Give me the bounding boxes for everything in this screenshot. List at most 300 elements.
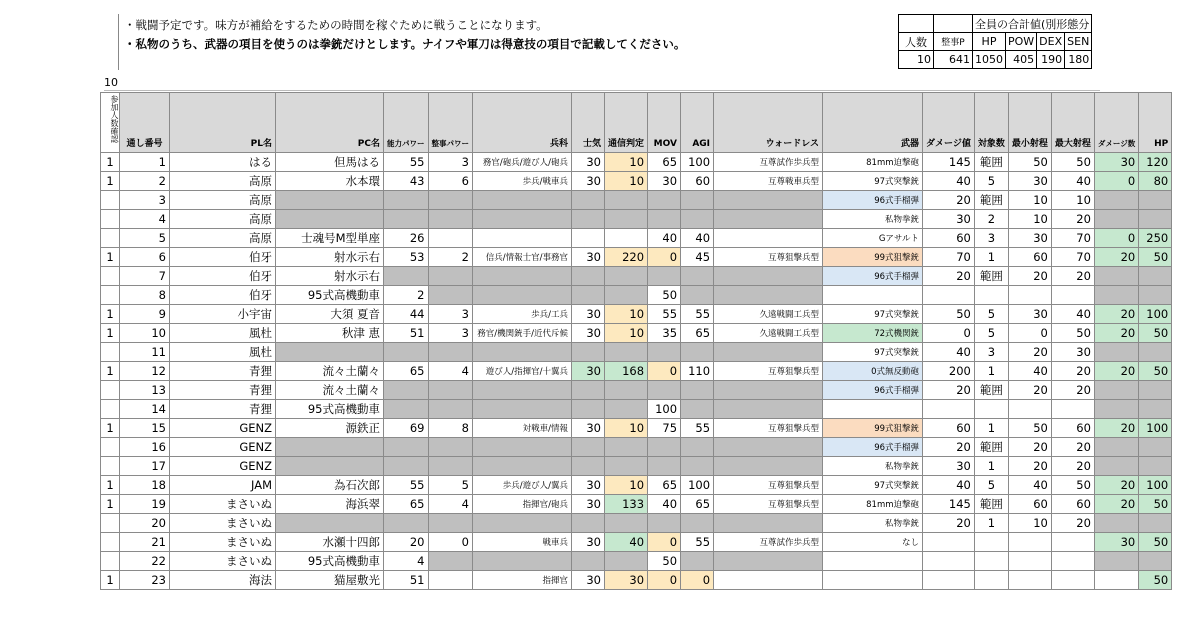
- cell-dm[interactable]: 20: [1094, 324, 1138, 343]
- cell-weapon[interactable]: 97式突撃銃: [823, 305, 923, 324]
- cell-agi[interactable]: 65: [681, 324, 714, 343]
- cell-agi[interactable]: [681, 191, 714, 210]
- cell-weapon[interactable]: 99式狙撃銃: [823, 248, 923, 267]
- cell-dmg[interactable]: 20: [923, 191, 975, 210]
- cell-p2[interactable]: [428, 229, 473, 248]
- cell-agi[interactable]: 55: [681, 419, 714, 438]
- cell-weapon[interactable]: [823, 286, 923, 305]
- cell-hp[interactable]: 50: [1139, 495, 1172, 514]
- cell-min[interactable]: 0: [1008, 324, 1051, 343]
- cell-hp[interactable]: 250: [1139, 229, 1172, 248]
- cell-dmg[interactable]: [923, 400, 975, 419]
- cell-p2[interactable]: [428, 267, 473, 286]
- cell-p1[interactable]: 2: [384, 286, 429, 305]
- header-pl[interactable]: PL名: [170, 93, 276, 153]
- cell-dm[interactable]: [1094, 191, 1138, 210]
- cell-pl[interactable]: はる: [170, 153, 276, 172]
- cell-agi[interactable]: [681, 343, 714, 362]
- cell-pc[interactable]: [276, 438, 384, 457]
- cell-eff[interactable]: [605, 457, 648, 476]
- header-participant-check[interactable]: 参加人数確認: [101, 93, 120, 153]
- cell-tg[interactable]: 5: [974, 305, 1008, 324]
- summary-value-1[interactable]: 641: [934, 51, 973, 69]
- cell-agi[interactable]: [681, 400, 714, 419]
- header-job[interactable]: 兵科: [473, 93, 572, 153]
- cell-tg[interactable]: 範囲: [974, 381, 1008, 400]
- cell-min[interactable]: 10: [1008, 514, 1051, 533]
- cell-hp[interactable]: [1139, 343, 1172, 362]
- cell-mov[interactable]: [648, 343, 681, 362]
- cell-p1[interactable]: [384, 438, 429, 457]
- cell-weapon[interactable]: 96式手榴弾: [823, 381, 923, 400]
- cell-wd[interactable]: 互尊狙撃兵型: [714, 248, 823, 267]
- cell-morale[interactable]: [572, 343, 605, 362]
- cell-weapon[interactable]: 0式無反動砲: [823, 362, 923, 381]
- cell-pl[interactable]: 青狸: [170, 400, 276, 419]
- cell-mov[interactable]: [648, 267, 681, 286]
- cell-weapon[interactable]: Gアサルト: [823, 229, 923, 248]
- cell-dm[interactable]: [1094, 343, 1138, 362]
- cell-dmg[interactable]: 200: [923, 362, 975, 381]
- cell-dmg[interactable]: [923, 533, 975, 552]
- cell-eff[interactable]: [605, 400, 648, 419]
- cell-p2[interactable]: 0: [428, 533, 473, 552]
- cell-dmg[interactable]: 40: [923, 343, 975, 362]
- cell-min[interactable]: 10: [1008, 191, 1051, 210]
- cell-pc[interactable]: 海浜翠: [276, 495, 384, 514]
- cell-pc[interactable]: [276, 514, 384, 533]
- cell-chk[interactable]: 1: [101, 476, 120, 495]
- cell-pl[interactable]: GENZ: [170, 438, 276, 457]
- cell-max[interactable]: 70: [1051, 229, 1094, 248]
- cell-tg[interactable]: 3: [974, 229, 1008, 248]
- cell-eff[interactable]: [605, 381, 648, 400]
- cell-agi[interactable]: 65: [681, 495, 714, 514]
- cell-chk[interactable]: [101, 267, 120, 286]
- cell-max[interactable]: 50: [1051, 153, 1094, 172]
- cell-weapon[interactable]: 96式手榴弾: [823, 438, 923, 457]
- cell-chk[interactable]: [101, 514, 120, 533]
- cell-weapon[interactable]: 私物拳銃: [823, 514, 923, 533]
- cell-tg[interactable]: [974, 552, 1008, 571]
- cell-pl[interactable]: 海法: [170, 571, 276, 590]
- cell-pc[interactable]: 為石次郎: [276, 476, 384, 495]
- cell-dm[interactable]: 20: [1094, 362, 1138, 381]
- cell-p1[interactable]: 44: [384, 305, 429, 324]
- cell-wd[interactable]: [714, 286, 823, 305]
- cell-hp[interactable]: [1139, 457, 1172, 476]
- summary-value-0[interactable]: 10: [899, 51, 934, 69]
- cell-dmg[interactable]: 20: [923, 438, 975, 457]
- cell-min[interactable]: 20: [1008, 343, 1051, 362]
- cell-no[interactable]: 7: [120, 267, 170, 286]
- cell-hp[interactable]: 50: [1139, 248, 1172, 267]
- cell-mov[interactable]: 0: [648, 571, 681, 590]
- cell-pl[interactable]: まさいぬ: [170, 514, 276, 533]
- cell-agi[interactable]: 40: [681, 229, 714, 248]
- cell-no[interactable]: 10: [120, 324, 170, 343]
- cell-wd[interactable]: [714, 210, 823, 229]
- cell-morale[interactable]: 30: [572, 571, 605, 590]
- participant-count[interactable]: 10: [104, 76, 118, 89]
- cell-weapon[interactable]: 81mm迫撃砲: [823, 495, 923, 514]
- cell-morale[interactable]: 30: [572, 362, 605, 381]
- header-agi[interactable]: AGI: [681, 93, 714, 153]
- cell-pc[interactable]: 大須 夏音: [276, 305, 384, 324]
- cell-p1[interactable]: [384, 343, 429, 362]
- cell-tg[interactable]: 範囲: [974, 153, 1008, 172]
- cell-chk[interactable]: 1: [101, 305, 120, 324]
- cell-eff[interactable]: 168: [605, 362, 648, 381]
- cell-max[interactable]: 40: [1051, 172, 1094, 191]
- cell-wd[interactable]: [714, 438, 823, 457]
- cell-p2[interactable]: 3: [428, 153, 473, 172]
- cell-chk[interactable]: [101, 457, 120, 476]
- cell-p2[interactable]: 2: [428, 248, 473, 267]
- cell-max[interactable]: 20: [1051, 381, 1094, 400]
- cell-no[interactable]: 21: [120, 533, 170, 552]
- cell-eff[interactable]: 10: [605, 305, 648, 324]
- cell-weapon[interactable]: 私物拳銃: [823, 457, 923, 476]
- cell-morale[interactable]: 30: [572, 419, 605, 438]
- cell-tg[interactable]: 範囲: [974, 267, 1008, 286]
- cell-wd[interactable]: [714, 400, 823, 419]
- cell-p1[interactable]: 55: [384, 153, 429, 172]
- cell-chk[interactable]: 1: [101, 495, 120, 514]
- cell-morale[interactable]: [572, 400, 605, 419]
- cell-pl[interactable]: 風杜: [170, 324, 276, 343]
- cell-eff[interactable]: 10: [605, 419, 648, 438]
- cell-hp[interactable]: 50: [1139, 362, 1172, 381]
- cell-pc[interactable]: [276, 457, 384, 476]
- cell-p1[interactable]: 69: [384, 419, 429, 438]
- cell-hp[interactable]: 100: [1139, 476, 1172, 495]
- cell-pl[interactable]: 高原: [170, 172, 276, 191]
- cell-hp[interactable]: 50: [1139, 324, 1172, 343]
- cell-job[interactable]: [473, 381, 572, 400]
- cell-eff[interactable]: [605, 552, 648, 571]
- cell-dm[interactable]: 0: [1094, 229, 1138, 248]
- cell-pc[interactable]: [276, 191, 384, 210]
- cell-p2[interactable]: 8: [428, 419, 473, 438]
- cell-pc[interactable]: [276, 210, 384, 229]
- cell-weapon[interactable]: 96式手榴弾: [823, 191, 923, 210]
- summary-value-4[interactable]: 190: [1037, 51, 1065, 69]
- cell-job[interactable]: 対戦車/情報: [473, 419, 572, 438]
- cell-weapon[interactable]: 96式手榴弾: [823, 267, 923, 286]
- cell-mov[interactable]: 40: [648, 229, 681, 248]
- cell-weapon[interactable]: 97式突撃銃: [823, 172, 923, 191]
- cell-dmg[interactable]: 40: [923, 476, 975, 495]
- cell-wd[interactable]: [714, 267, 823, 286]
- cell-dmg[interactable]: 30: [923, 457, 975, 476]
- cell-mov[interactable]: 35: [648, 324, 681, 343]
- cell-dmg[interactable]: 0: [923, 324, 975, 343]
- cell-job[interactable]: [473, 514, 572, 533]
- cell-p2[interactable]: 3: [428, 324, 473, 343]
- cell-pl[interactable]: 伯牙: [170, 267, 276, 286]
- cell-pc[interactable]: 士魂号M型単座: [276, 229, 384, 248]
- cell-p1[interactable]: [384, 191, 429, 210]
- cell-no[interactable]: 11: [120, 343, 170, 362]
- cell-hp[interactable]: 80: [1139, 172, 1172, 191]
- cell-p2[interactable]: 4: [428, 362, 473, 381]
- summary-header-3[interactable]: POW: [1006, 33, 1037, 51]
- cell-no[interactable]: 17: [120, 457, 170, 476]
- cell-max[interactable]: 20: [1051, 362, 1094, 381]
- cell-min[interactable]: [1008, 533, 1051, 552]
- cell-min[interactable]: 30: [1008, 305, 1051, 324]
- cell-max[interactable]: 60: [1051, 419, 1094, 438]
- cell-morale[interactable]: [572, 229, 605, 248]
- cell-dm[interactable]: 30: [1094, 153, 1138, 172]
- cell-pl[interactable]: 高原: [170, 210, 276, 229]
- cell-dmg[interactable]: 20: [923, 514, 975, 533]
- cell-eff[interactable]: 10: [605, 172, 648, 191]
- cell-tg[interactable]: 1: [974, 457, 1008, 476]
- cell-p2[interactable]: 6: [428, 172, 473, 191]
- cell-eff[interactable]: 30: [605, 571, 648, 590]
- cell-eff[interactable]: 10: [605, 324, 648, 343]
- header-weapon[interactable]: 武器: [823, 93, 923, 153]
- cell-mov[interactable]: [648, 457, 681, 476]
- cell-min[interactable]: 50: [1008, 153, 1051, 172]
- cell-p2[interactable]: [428, 191, 473, 210]
- cell-p1[interactable]: 65: [384, 362, 429, 381]
- cell-chk[interactable]: 1: [101, 172, 120, 191]
- cell-min[interactable]: 60: [1008, 495, 1051, 514]
- cell-dmg[interactable]: 20: [923, 381, 975, 400]
- summary-header-5[interactable]: SEN: [1065, 33, 1092, 51]
- cell-dmg[interactable]: [923, 286, 975, 305]
- cell-pl[interactable]: まさいぬ: [170, 495, 276, 514]
- cell-dm[interactable]: [1094, 514, 1138, 533]
- cell-chk[interactable]: 1: [101, 324, 120, 343]
- cell-job[interactable]: [473, 400, 572, 419]
- cell-min[interactable]: 20: [1008, 267, 1051, 286]
- cell-p1[interactable]: 43: [384, 172, 429, 191]
- cell-weapon[interactable]: [823, 552, 923, 571]
- header-min-range[interactable]: 最小射程: [1008, 93, 1051, 153]
- cell-chk[interactable]: [101, 400, 120, 419]
- cell-p1[interactable]: [384, 267, 429, 286]
- cell-wd[interactable]: [714, 343, 823, 362]
- cell-dm[interactable]: [1094, 267, 1138, 286]
- cell-mov[interactable]: 65: [648, 476, 681, 495]
- summary-value-2[interactable]: 1050: [973, 51, 1006, 69]
- cell-job[interactable]: 戦車兵: [473, 533, 572, 552]
- cell-no[interactable]: 15: [120, 419, 170, 438]
- cell-hp[interactable]: 100: [1139, 305, 1172, 324]
- cell-chk[interactable]: [101, 229, 120, 248]
- cell-pl[interactable]: 高原: [170, 229, 276, 248]
- cell-dm[interactable]: [1094, 552, 1138, 571]
- cell-pl[interactable]: 青狸: [170, 362, 276, 381]
- cell-job[interactable]: [473, 229, 572, 248]
- cell-tg[interactable]: 範囲: [974, 438, 1008, 457]
- cell-min[interactable]: 20: [1008, 457, 1051, 476]
- cell-p2[interactable]: [428, 343, 473, 362]
- cell-p2[interactable]: [428, 514, 473, 533]
- cell-wd[interactable]: [714, 571, 823, 590]
- cell-job[interactable]: [473, 210, 572, 229]
- cell-max[interactable]: 30: [1051, 343, 1094, 362]
- cell-eff[interactable]: [605, 343, 648, 362]
- cell-max[interactable]: 20: [1051, 267, 1094, 286]
- cell-dm[interactable]: 20: [1094, 419, 1138, 438]
- cell-chk[interactable]: 1: [101, 153, 120, 172]
- header-morale[interactable]: 士気: [572, 93, 605, 153]
- cell-pc[interactable]: 流々土蘭々: [276, 362, 384, 381]
- cell-no[interactable]: 2: [120, 172, 170, 191]
- cell-wd[interactable]: 互尊試作歩兵型: [714, 533, 823, 552]
- cell-agi[interactable]: 110: [681, 362, 714, 381]
- cell-hp[interactable]: 120: [1139, 153, 1172, 172]
- cell-p1[interactable]: 20: [384, 533, 429, 552]
- cell-pl[interactable]: 伯牙: [170, 286, 276, 305]
- cell-chk[interactable]: [101, 191, 120, 210]
- cell-job[interactable]: 務官/機関銃手/近代斥候: [473, 324, 572, 343]
- cell-pc[interactable]: 95式高機動車: [276, 400, 384, 419]
- cell-p2[interactable]: [428, 457, 473, 476]
- cell-mov[interactable]: 0: [648, 533, 681, 552]
- cell-wd[interactable]: 久遠戦闘工兵型: [714, 324, 823, 343]
- cell-p2[interactable]: 5: [428, 476, 473, 495]
- cell-agi[interactable]: [681, 457, 714, 476]
- header-targets[interactable]: 対象数: [974, 93, 1008, 153]
- cell-max[interactable]: 50: [1051, 476, 1094, 495]
- cell-agi[interactable]: [681, 267, 714, 286]
- cell-morale[interactable]: [572, 286, 605, 305]
- cell-tg[interactable]: 3: [974, 343, 1008, 362]
- cell-hp[interactable]: [1139, 514, 1172, 533]
- cell-mov[interactable]: [648, 210, 681, 229]
- cell-no[interactable]: 20: [120, 514, 170, 533]
- cell-tg[interactable]: 5: [974, 476, 1008, 495]
- cell-dmg[interactable]: 145: [923, 153, 975, 172]
- cell-eff[interactable]: 10: [605, 153, 648, 172]
- cell-job[interactable]: [473, 343, 572, 362]
- cell-weapon[interactable]: なし: [823, 533, 923, 552]
- cell-wd[interactable]: [714, 552, 823, 571]
- cell-hp[interactable]: [1139, 210, 1172, 229]
- cell-dmg[interactable]: 40: [923, 172, 975, 191]
- cell-weapon[interactable]: [823, 571, 923, 590]
- cell-eff[interactable]: [605, 514, 648, 533]
- cell-chk[interactable]: [101, 552, 120, 571]
- cell-hp[interactable]: [1139, 438, 1172, 457]
- cell-tg[interactable]: 1: [974, 362, 1008, 381]
- cell-dmg[interactable]: 145: [923, 495, 975, 514]
- cell-morale[interactable]: 30: [572, 248, 605, 267]
- cell-job[interactable]: [473, 438, 572, 457]
- cell-no[interactable]: 22: [120, 552, 170, 571]
- cell-job[interactable]: [473, 457, 572, 476]
- cell-agi[interactable]: [681, 552, 714, 571]
- cell-job[interactable]: 信兵/情報士官/事務官: [473, 248, 572, 267]
- cell-dm[interactable]: 20: [1094, 248, 1138, 267]
- cell-dm[interactable]: 0: [1094, 172, 1138, 191]
- header-eff[interactable]: 通信判定: [605, 93, 648, 153]
- cell-mov[interactable]: [648, 381, 681, 400]
- cell-max[interactable]: 40: [1051, 305, 1094, 324]
- cell-p2[interactable]: [428, 286, 473, 305]
- cell-pl[interactable]: GENZ: [170, 457, 276, 476]
- cell-p2[interactable]: [428, 210, 473, 229]
- cell-p1[interactable]: [384, 514, 429, 533]
- header-mov[interactable]: MOV: [648, 93, 681, 153]
- cell-pl[interactable]: まさいぬ: [170, 533, 276, 552]
- cell-pc[interactable]: 流々土蘭々: [276, 381, 384, 400]
- cell-weapon[interactable]: 私物拳銃: [823, 210, 923, 229]
- cell-wd[interactable]: 互尊狙撃兵型: [714, 495, 823, 514]
- cell-wd[interactable]: 久遠戦闘工兵型: [714, 305, 823, 324]
- cell-dmg[interactable]: [923, 571, 975, 590]
- cell-wd[interactable]: [714, 229, 823, 248]
- cell-wd[interactable]: [714, 457, 823, 476]
- cell-max[interactable]: 50: [1051, 324, 1094, 343]
- cell-dm[interactable]: [1094, 438, 1138, 457]
- cell-p1[interactable]: 4: [384, 552, 429, 571]
- header-max-range[interactable]: 最大射程: [1051, 93, 1094, 153]
- cell-dm[interactable]: [1094, 286, 1138, 305]
- cell-p2[interactable]: [428, 571, 473, 590]
- cell-mov[interactable]: 50: [648, 552, 681, 571]
- cell-pl[interactable]: 風杜: [170, 343, 276, 362]
- cell-min[interactable]: 60: [1008, 248, 1051, 267]
- cell-eff[interactable]: 40: [605, 533, 648, 552]
- cell-p1[interactable]: 55: [384, 476, 429, 495]
- cell-chk[interactable]: 1: [101, 248, 120, 267]
- cell-chk[interactable]: [101, 381, 120, 400]
- cell-chk[interactable]: [101, 286, 120, 305]
- cell-chk[interactable]: 1: [101, 571, 120, 590]
- header-wardress[interactable]: ウォードレス: [714, 93, 823, 153]
- cell-chk[interactable]: [101, 210, 120, 229]
- cell-mov[interactable]: 40: [648, 495, 681, 514]
- cell-wd[interactable]: 互尊狙撃兵型: [714, 362, 823, 381]
- cell-agi[interactable]: [681, 286, 714, 305]
- cell-agi[interactable]: 60: [681, 172, 714, 191]
- cell-chk[interactable]: [101, 533, 120, 552]
- cell-mov[interactable]: 75: [648, 419, 681, 438]
- cell-no[interactable]: 9: [120, 305, 170, 324]
- cell-p1[interactable]: [384, 210, 429, 229]
- cell-eff[interactable]: [605, 210, 648, 229]
- cell-tg[interactable]: [974, 400, 1008, 419]
- cell-job[interactable]: 指揮官: [473, 571, 572, 590]
- cell-dmg[interactable]: 30: [923, 210, 975, 229]
- note-line-2[interactable]: ・私物のうち、武器の項目を使うのは拳銃だけとします。ナイフや軍刀は得意技の項目で記載してください。: [124, 37, 686, 51]
- cell-max[interactable]: [1051, 571, 1094, 590]
- cell-p2[interactable]: [428, 438, 473, 457]
- header-pc[interactable]: PC名: [276, 93, 384, 153]
- cell-no[interactable]: 4: [120, 210, 170, 229]
- cell-morale[interactable]: 30: [572, 476, 605, 495]
- cell-agi[interactable]: [681, 210, 714, 229]
- cell-agi[interactable]: [681, 438, 714, 457]
- cell-pl[interactable]: まさいぬ: [170, 552, 276, 571]
- cell-mov[interactable]: 65: [648, 153, 681, 172]
- cell-morale[interactable]: [572, 514, 605, 533]
- summary-header-1[interactable]: 整事P: [934, 33, 973, 51]
- cell-no[interactable]: 18: [120, 476, 170, 495]
- cell-min[interactable]: 40: [1008, 362, 1051, 381]
- cell-min[interactable]: [1008, 400, 1051, 419]
- cell-morale[interactable]: 30: [572, 533, 605, 552]
- cell-morale[interactable]: [572, 457, 605, 476]
- header-power2[interactable]: 整事パワー: [428, 93, 473, 153]
